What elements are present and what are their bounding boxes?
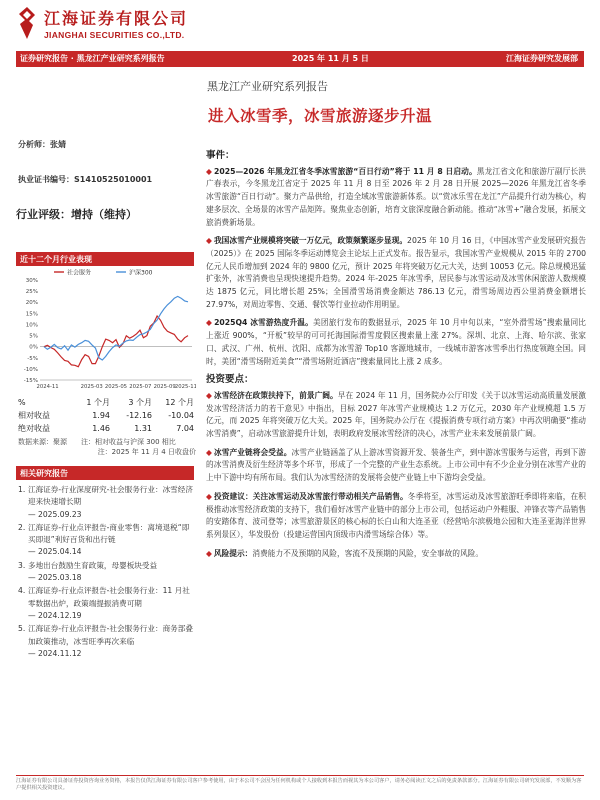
- chart-source: 数据来源：聚源 注：相对收益与沪深 300 相比: [18, 438, 176, 446]
- returns-header-cell: %: [18, 398, 26, 407]
- advice-paragraph: [206, 390, 586, 441]
- y-tick-label: 5%: [29, 333, 38, 340]
- event-paragraph: [206, 235, 586, 311]
- y-tick-label: 20%: [25, 300, 38, 307]
- bullet-icon: ◆: [206, 447, 212, 457]
- list-item[interactable]: [18, 522, 194, 559]
- event-text: 2025 年 10 月 16 日，《中国冰雪产业发展研究报告（2025）》在 2025 国际冬季运动博览会主论坛上正式发布。报告显示，我国冰雪产业规模从 2015 年的 2700 亿元人民币增加到 2024 年的 9800 亿元，预计 2025 年将突破万亿元大关，达到 10053 亿元。除总规模迅猛扩张外，冰雪消费也呈现快速提升趋势。2024 年-2025 年冰雪季，居民参与冰雪运动及冰雪休闲旅游人数规模达 1875 亿元，同比增长超 25%；全国滑雪场消费金额达 786.13 亿元，滑雪场周边西公里消费金额增长 27.97%，对周边零售、交通、餐饮等行业拉动作用明显。: [206, 236, 586, 309]
- returns-header-cell: 12 个月: [165, 398, 194, 407]
- department: 江海证券研究发展部: [506, 54, 578, 63]
- related-report-date: — 2024.12.19: [28, 610, 82, 620]
- advice-text: 冰雪产业链涵盖了从上游冰雪资源开发、装备生产，到中游冰雪服务与运营，再到下游的冰雪消费及衍生经济等多个环节，形成了一个完整的产业生态系统。上市公司中有不少企业分别在冰雪产业的上中下游中均有所布局。我们认为冰雪经济的发展将会使产业链上中下游均会受益。: [206, 447, 586, 483]
- returns-cell: 1.94: [92, 411, 110, 420]
- list-item-number: 5.: [18, 624, 26, 634]
- returns-cell: 1.46: [92, 424, 110, 433]
- industry-rating: 行业评级：增持（维持）: [16, 208, 137, 221]
- report-body: [206, 150, 586, 566]
- event-text: 美团旅行发布的数据显示，2025 年 10 月中旬以来，“室外滑雪场”搜索量同比上涨近 900%，“开板”较早的可可托海国际滑雪度假区搜索量上涨 27%。深圳、北京、上海、哈尔滨、张家口、武汉、广州、杭州、沈阳、成都为冰雪游 Top10 客源地城市，一线城市游客冰雪季出行热度领跑全国。同时，美团“滑雪场附近美食”“滑雪场附近酒店”搜索量同比上涨 2 成多。: [206, 318, 586, 366]
- list-item-number: 4.: [18, 586, 26, 596]
- event-lead: 我国冰雪产业规模将突破一万亿元，政策频繁逐步显现。: [213, 236, 408, 246]
- bullet-icon: ◆: [206, 548, 212, 558]
- returns-header-row: [18, 396, 196, 409]
- certificate-number: 执业证书编号：S1410525010001: [18, 175, 153, 184]
- returns-header-cell: 3 个月: [128, 398, 152, 407]
- y-tick-label: 10%: [25, 322, 38, 329]
- bullet-icon: ◆: [206, 491, 212, 501]
- event-paragraph: [206, 317, 586, 368]
- returns-cell: 7.04: [176, 424, 194, 433]
- list-item[interactable]: [18, 560, 194, 585]
- x-tick-label: 2024-11: [36, 384, 59, 390]
- y-tick-label: 0%: [29, 344, 38, 351]
- disclaimer-footer: 江海证券有限公司具备证券投资咨询业务资格，本报告仅供江海证券有限公司客户参考使用，由于本公司不会因为任何机构或个人接收到本报告而视其为本公司客户，请务必阅读正文之后的免责条款部分。江海证券有限公司研究发展部，不发顺为客户提供相关投资建议。: [16, 778, 582, 791]
- related-report-link[interactable]: 江海证券-行业点评报告-社会服务行业：商务部叠加政策推动，冰雪旺季再次来临: [28, 624, 193, 646]
- returns-cell: -12.16: [126, 411, 152, 420]
- list-item-number: 3.: [18, 560, 26, 570]
- x-tick-label: 2025-03: [80, 384, 103, 390]
- chart-section-header: 近十二个月行业表现: [16, 252, 194, 266]
- legend-label: 沪深300: [129, 269, 153, 277]
- chart-source-note: [18, 437, 196, 457]
- y-tick-label: -10%: [23, 366, 38, 373]
- legend-label: 社会服务: [67, 269, 92, 277]
- y-tick-label: 15%: [25, 311, 38, 318]
- company-name-cn: 江海证券有限公司: [44, 9, 189, 28]
- related-report-date: — 2024.11.12: [28, 648, 82, 658]
- advice-text: 早在 2024 年 11 月，国务院办公厅印发《关于以冰雪运动高质量发展激发冰雪经济活力的若干意见》中指出，目标 2027 年冰雪产业规模达 1.2 万亿元，2030 年产业规模超 1.5 万亿元，而 2025 年将突破万亿大关。2025 年，国务院办公厅在《提振消费专项行动方案》中再次明确要“推动冰雪消费”，启动冰雪旅游提升计划，表明政府发展冰雪经济的决心，冰雪产业未来发展前景广阔。: [206, 390, 586, 439]
- bullet-icon: ◆: [206, 318, 213, 328]
- related-report-link[interactable]: 多地出台鼓励生育政策，母婴板块受益: [28, 560, 158, 570]
- y-tick-label: 30%: [25, 278, 38, 284]
- list-item[interactable]: [18, 585, 194, 622]
- list-item-number: 1.: [18, 485, 26, 494]
- advice-text: 消费能力不及预期的风险，客流不及预期的风险，安全事故的风险。: [252, 548, 484, 558]
- event-paragraph: [206, 166, 586, 230]
- returns-cell: 1.31: [134, 424, 152, 433]
- event-lead: 2025Q4 冰雪游热度升温。: [214, 318, 314, 328]
- advice-paragraph: [206, 548, 586, 561]
- returns-header-cell: 1 个月: [86, 398, 110, 407]
- y-tick-label: -15%: [23, 378, 38, 384]
- returns-row-label: 绝对收益: [18, 424, 50, 433]
- bullet-icon: ◆: [206, 236, 212, 246]
- report-header: [16, 6, 588, 46]
- related-report-date: — 2025.04.14: [28, 547, 82, 557]
- list-item[interactable]: [18, 623, 194, 660]
- advice-heading: 投资要点：: [206, 374, 254, 386]
- advice-lead: 投资建议：关注冰雪运动及冰雪旅行带动相关产品销售。: [213, 491, 408, 501]
- series-title: 黑龙江产业研究系列报告: [207, 80, 328, 93]
- table-row: [18, 422, 196, 435]
- company-name-en: JIANGHAI SECURITIES CO.,LTD.: [44, 30, 185, 40]
- advice-paragraph: [206, 447, 586, 485]
- list-item-number: 2.: [18, 522, 26, 532]
- series-line: [44, 296, 188, 360]
- returns-row-label: 相对收益: [18, 411, 50, 420]
- related-reports-list: [18, 484, 194, 661]
- event-lead: 2025—2026 年黑龙江省冬季冰雪旅游“百日行动”将于 11 月 8 日启动。: [214, 166, 477, 176]
- company-logo-icon: [16, 6, 38, 40]
- y-tick-label: 25%: [25, 289, 38, 296]
- event-text: 黑龙江省文化和旅游厅副厅长洪广春表示，今冬黑龙江省定于 2025 年 11 月 8 日至 2026 年 2 月 28 日开展 2025—2026 年黑龙江省冬季冰雪旅游“百日行动”。聚力产品供给，打造全域冰雪旅游新体系。以“赏冰乐雪在龙江”产品提升行动为核心，构建多层次、全场景的冰雪产品矩阵。聚焦业态创新，培育文旅深度融合新动能。推动“冰雪+”融合发展，拓展文旅消费新场景。: [206, 166, 586, 227]
- performance-chart-svg: [16, 268, 196, 394]
- advice-lead: 风险提示：: [213, 548, 253, 558]
- returns-table: [18, 396, 196, 435]
- related-report-date: — 2025.03.18: [28, 573, 82, 583]
- related-report-link[interactable]: 江海证券-行业深度研究-社会服务行业：冰雪经济迎来快速增长期: [28, 485, 193, 507]
- returns-cell: -10.04: [168, 411, 194, 420]
- related-section-header: 相关研究报告: [16, 466, 194, 480]
- series-line: [44, 316, 188, 367]
- performance-chart: [16, 268, 196, 394]
- advice-paragraph: [206, 491, 586, 542]
- x-tick-label: 2025-11: [174, 384, 196, 390]
- report-date: 2025 年 11 月 5 日: [292, 54, 369, 63]
- events-heading: 事件：: [206, 150, 235, 161]
- related-report-link[interactable]: 江海证券-行业点评报告-商业零售：离境退税“即买即退”利好百货和出行链: [28, 522, 190, 545]
- y-tick-label: -5%: [27, 355, 38, 362]
- chart-note: 注：2025 年 11 月 4 日收盘价: [97, 448, 196, 456]
- analyst-name: 分析师：张婧: [18, 140, 66, 149]
- x-tick-label: 2025-09: [153, 384, 176, 390]
- bullet-icon: ◆: [206, 166, 213, 176]
- page-title: 进入冰雪季，冰雪旅游逐步升温: [208, 107, 433, 125]
- x-tick-label: 2025-05: [104, 384, 128, 390]
- x-tick-label: 2025-07: [129, 384, 152, 390]
- bullet-icon: ◆: [206, 390, 212, 400]
- report-info-bar: [16, 51, 584, 67]
- advice-lead: 冰雪经济在政策扶持下，前景广阔。: [213, 390, 338, 400]
- related-report-link[interactable]: 江海证券-行业点评报告-社会服务行业：11 月社零数据出炉，政策端提振消费可期: [28, 586, 190, 608]
- footer-divider: [16, 775, 584, 776]
- advice-text: 冬季将至，冰雪运动及冰雪旅游旺季即将来临，在积极推动冰雪经济政策的支持下，我们看好冰雪产业链中的部分上市公司，包括运动户外鞋服、冲锋衣等产品销售的安踏体育、波司登等；冰雪旅游景区的核心标的长白山和大连圣亚（经营哈尔滨极地公园和大连圣亚海洋世界系列景区），华发股份（投建运营国内顶级市内滑雪场综合体）等。: [206, 491, 586, 539]
- report-type: 证券研究报告 · 黑龙江产业研究系列报告: [20, 54, 165, 63]
- list-item[interactable]: [18, 484, 194, 521]
- advice-lead: 冰雪产业链将会受益。: [213, 447, 292, 457]
- table-row: [18, 409, 196, 422]
- related-report-date: — 2025.09.23: [28, 509, 82, 519]
